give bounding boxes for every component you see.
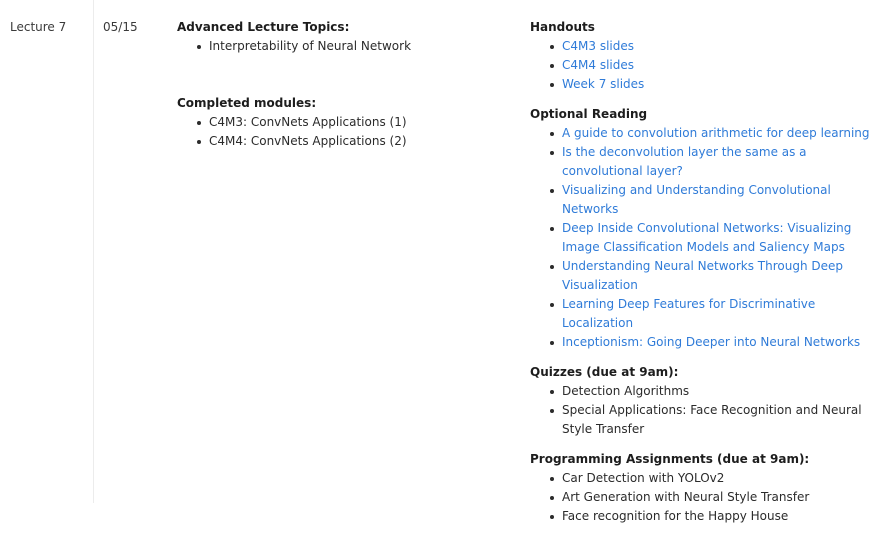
list-item: [562, 75, 880, 94]
quizzes-list: [530, 382, 880, 439]
list-item: Car Detection with YOLOv2: [562, 469, 880, 488]
assignments-heading: Programming Assignments (due at 9am):: [530, 452, 810, 466]
list-item: [562, 333, 880, 352]
list-item: [562, 37, 880, 56]
list-item: [562, 257, 880, 295]
advanced-topics-heading: Advanced Lecture Topics:: [177, 20, 350, 34]
list-item: [562, 124, 880, 143]
reading-link[interactable]: Is the deconvolution layer the same as a convolutional layer?: [562, 145, 807, 178]
column-divider: [93, 0, 94, 503]
completed-modules-heading: Completed modules:: [177, 96, 317, 110]
quizzes-heading: Quizzes (due at 9am):: [530, 365, 679, 379]
completed-modules-list: [177, 113, 512, 151]
reading-link[interactable]: Understanding Neural Networks Through Deep Visualization: [562, 259, 844, 292]
lecture-date: 05/15: [103, 20, 138, 34]
optional-reading-heading: Optional Reading: [530, 107, 648, 121]
topics-column: [177, 18, 512, 162]
list-item: Detection Algorithms: [562, 382, 880, 401]
reading-link[interactable]: Learning Deep Features for Discriminative Localization: [562, 297, 816, 330]
handout-link-week7[interactable]: Week 7 slides: [562, 77, 645, 91]
list-item: [562, 181, 880, 219]
reading-link[interactable]: Inceptionism: Going Deeper into Neural Networks: [562, 335, 861, 349]
handouts-heading: Handouts: [530, 20, 595, 34]
handout-link-c4m4[interactable]: C4M4 slides: [562, 58, 634, 72]
list-item: Interpretability of Neural Network: [209, 37, 512, 56]
optional-reading-section: [530, 105, 880, 352]
list-item: Art Generation with Neural Style Transfer: [562, 488, 880, 507]
reading-link[interactable]: Deep Inside Convolutional Networks: Visualizing Image Classification Models and Saliency Maps: [562, 221, 852, 254]
list-item: [562, 219, 880, 257]
list-item: Face recognition for the Happy House: [562, 507, 880, 526]
advanced-topics-section: [177, 18, 512, 56]
completed-modules-section: [177, 94, 512, 151]
reading-link[interactable]: Visualizing and Understanding Convolutional Networks: [562, 183, 831, 216]
advanced-topics-list: [177, 37, 512, 56]
list-item: C4M3: ConvNets Applications (1): [209, 113, 512, 132]
handouts-list: [530, 37, 880, 94]
lecture-number: Lecture 7: [10, 20, 67, 34]
handouts-section: [530, 18, 880, 94]
list-item: [562, 56, 880, 75]
assignments-section: [530, 450, 880, 526]
materials-column: [530, 18, 880, 537]
list-item: [562, 295, 880, 333]
optional-reading-list: [530, 124, 880, 352]
list-item: [562, 143, 880, 181]
list-item: Special Applications: Face Recognition and Neural Style Transfer: [562, 401, 880, 439]
assignments-list: [530, 469, 880, 526]
handout-link-c4m3[interactable]: C4M3 slides: [562, 39, 634, 53]
reading-link[interactable]: A guide to convolution arithmetic for deep learning: [562, 126, 870, 140]
list-item: C4M4: ConvNets Applications (2): [209, 132, 512, 151]
quizzes-section: [530, 363, 880, 439]
